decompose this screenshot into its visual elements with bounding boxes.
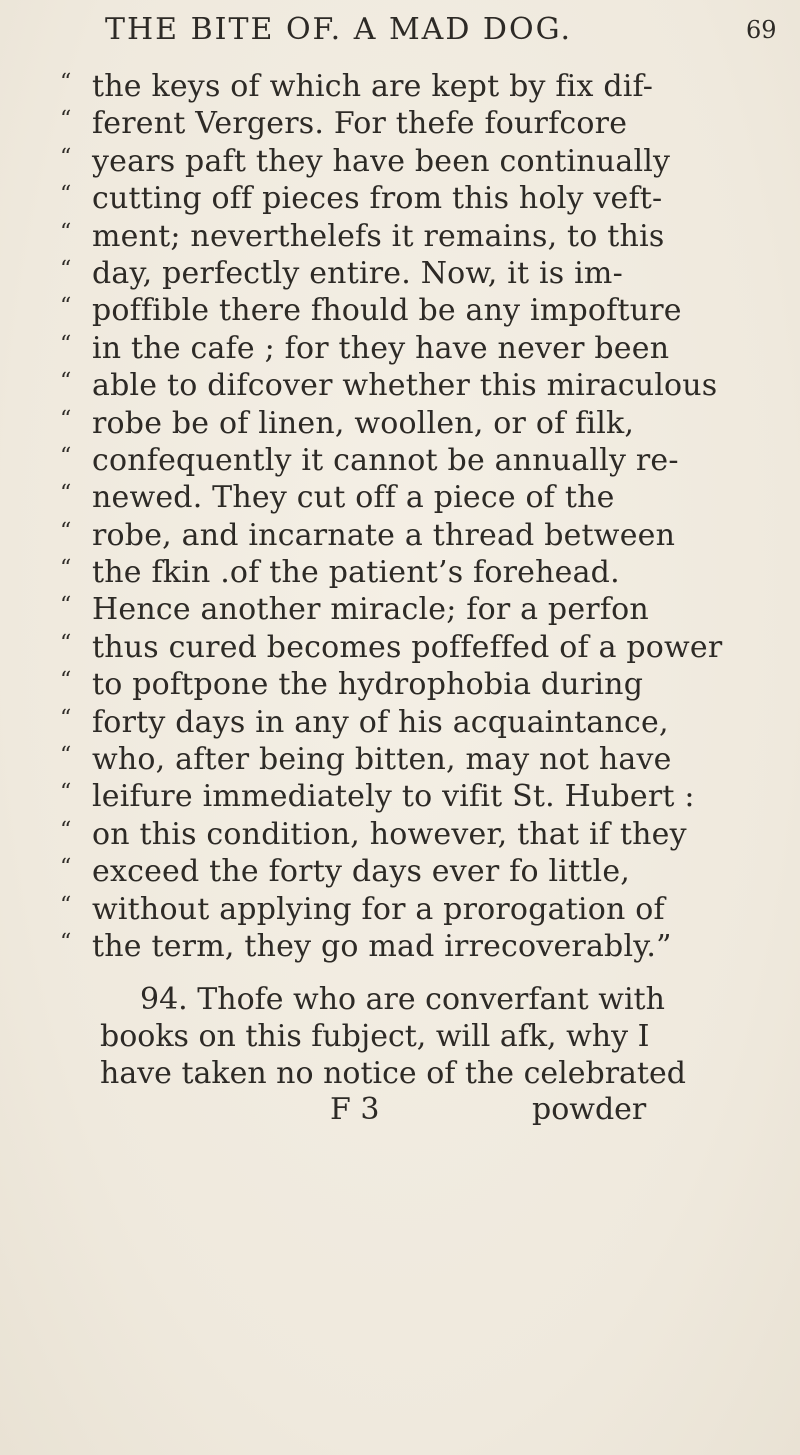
- text-line: [60, 180, 780, 217]
- quote-mark: “: [60, 556, 72, 582]
- text-line: [60, 479, 780, 516]
- quote-mark: “: [60, 705, 72, 731]
- quote-mark: “: [60, 892, 72, 918]
- text-line: [60, 442, 780, 479]
- page-number: 69: [746, 16, 777, 44]
- quote-mark: “: [60, 518, 72, 544]
- text-line: [60, 367, 780, 404]
- quote-mark: “: [60, 369, 72, 395]
- line-text: years paft they have been continually: [92, 143, 671, 179]
- text-line: [60, 143, 780, 180]
- text-line: [60, 218, 780, 255]
- text-line: [60, 554, 780, 591]
- page-header: [0, 12, 800, 72]
- line-text: confequently it cannot be annually re-: [92, 442, 679, 478]
- line-text: in the cafe ; for they have never been: [92, 330, 670, 366]
- running-head: THE BITE OF. A MAD DOG.: [105, 12, 573, 47]
- quote-mark: “: [60, 182, 72, 208]
- line-text: cutting off pieces from this holy veft-: [92, 181, 663, 217]
- quote-mark: “: [60, 443, 72, 469]
- catchword: powder: [532, 1092, 647, 1128]
- paragraph-line: books on this fubject, will afk, why I: [100, 1019, 650, 1055]
- line-text: to poftpone the hydrophobia during: [92, 667, 644, 703]
- line-text: on this condition, however, that if they: [92, 816, 687, 852]
- quote-mark: “: [60, 406, 72, 432]
- line-text: thus cured becomes poffeffed of a power: [92, 629, 723, 665]
- quote-mark: “: [60, 630, 72, 656]
- quote-mark: “: [60, 107, 72, 133]
- text-line: [60, 666, 780, 703]
- page-footer: [60, 1092, 780, 1132]
- line-text: robe, and incarnate a thread between: [92, 517, 676, 553]
- line-text: the keys of which are kept by fix dif-: [92, 69, 654, 104]
- quote-mark: “: [60, 144, 72, 170]
- text-line: [60, 330, 780, 367]
- line-text: newed. They cut off a piece of the: [92, 480, 615, 516]
- text-line: [60, 741, 780, 778]
- quote-mark: “: [60, 70, 72, 95]
- line-text: ferent Vergers. For thefe fourfcore: [92, 106, 628, 142]
- text-line: [60, 292, 780, 329]
- paragraph-line: have taken no notice of the celebrated: [100, 1056, 686, 1092]
- text-line: [60, 405, 780, 442]
- quote-mark: “: [60, 331, 72, 357]
- text-line: [60, 591, 780, 628]
- text-line: [60, 891, 780, 928]
- text-line: [60, 928, 780, 965]
- quote-mark: “: [60, 593, 72, 619]
- text-line: [60, 778, 780, 815]
- text-line: [60, 105, 780, 142]
- quote-mark: “: [60, 929, 72, 955]
- text-line: [60, 517, 780, 554]
- quote-mark: “: [60, 256, 72, 282]
- quote-mark: “: [60, 743, 72, 769]
- text-line: [60, 68, 780, 105]
- line-text: forty days in any of his acquaintance,: [92, 704, 669, 740]
- quote-mark: “: [60, 855, 72, 881]
- line-text: robe be of linen, woollen, or of filk,: [92, 405, 635, 441]
- text-line: [60, 629, 780, 666]
- quote-mark: “: [60, 817, 72, 843]
- line-text: poffible there fhould be any impofture: [92, 293, 682, 329]
- quote-mark: “: [60, 219, 72, 245]
- text-line: [60, 255, 780, 292]
- line-text: Hence another miracle; for a perfon: [92, 592, 649, 628]
- line-text: who, after being bitten, may not have: [92, 742, 672, 778]
- quote-mark: “: [60, 668, 72, 694]
- line-text: without applying for a prorogation of: [92, 891, 665, 927]
- body-text: [60, 68, 780, 1132]
- text-line: [60, 704, 780, 741]
- line-text: exceed the forty days ever fo little,: [92, 854, 631, 890]
- quote-mark: “: [60, 481, 72, 507]
- quote-mark: “: [60, 780, 72, 806]
- line-text: leifure immediately to vifit St. Hubert :: [92, 779, 695, 815]
- text-line: [60, 816, 780, 853]
- signature-mark: F 3: [330, 1092, 380, 1128]
- line-text: able to difcover whether this miraculous: [92, 368, 718, 404]
- text-line: [60, 853, 780, 890]
- line-text: ment; neverthelefs it remains, to this: [92, 218, 665, 254]
- quote-mark: “: [60, 294, 72, 320]
- line-text: day, perfectly entire. Now, it is im-: [92, 255, 623, 291]
- line-text: the term, they go mad irrecoverably.”: [92, 928, 672, 964]
- paragraph-94: [60, 981, 750, 1092]
- line-text: the fkin .of the patient’s forehead.: [92, 555, 620, 591]
- paragraph-line: 94. Thofe who are converfant with: [140, 982, 665, 1018]
